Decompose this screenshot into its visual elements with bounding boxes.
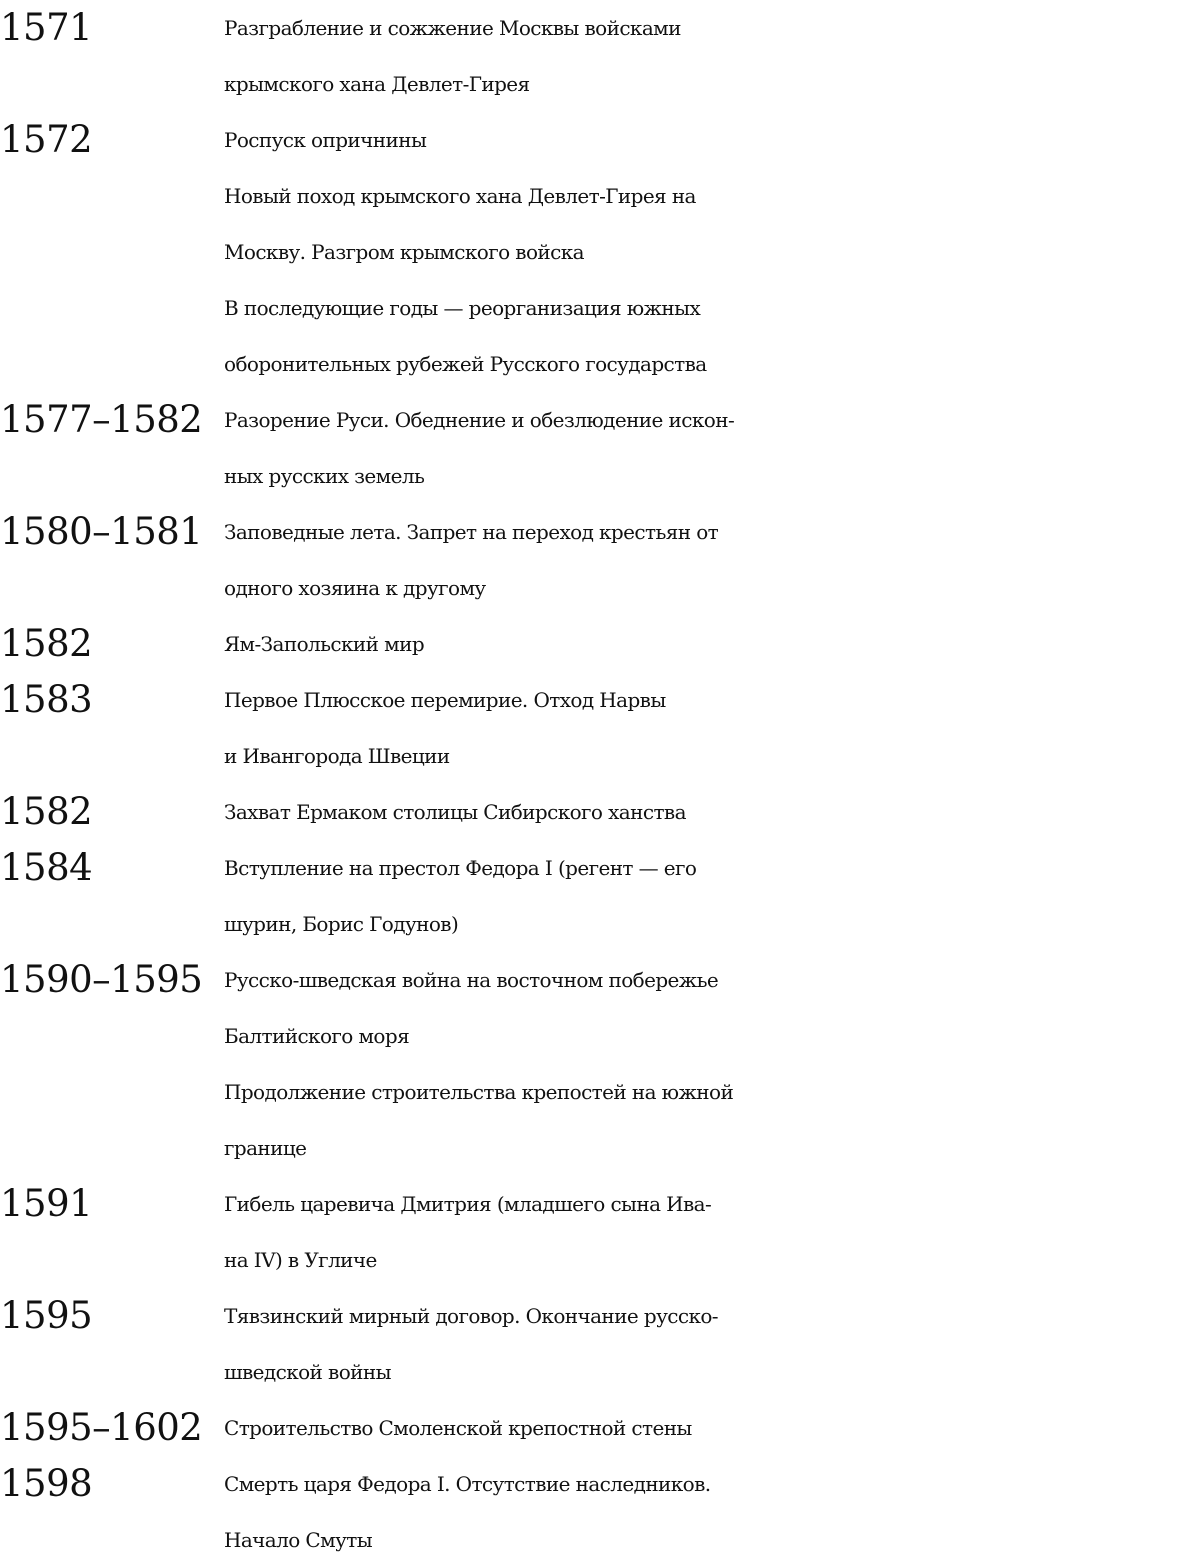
event-line: Гибель царевича Дмитрия (младшего сына Ива- — [224, 1192, 712, 1216]
entry-year: 1580–1581 — [0, 510, 203, 553]
chronology-row — [0, 1176, 1191, 1288]
event-line: одного хозяина к другому — [224, 576, 486, 600]
event-line: ных русских земель — [224, 464, 425, 488]
entry-year: 1584 — [0, 846, 93, 889]
chronology-row — [0, 112, 1191, 392]
event-line: Захват Ермаком столицы Сибирского ханства — [224, 800, 686, 824]
event-line: на IV) в Угличе — [224, 1248, 377, 1272]
event-line: Тявзинский мирный договор. Окончание русско- — [224, 1304, 718, 1328]
chronology-row — [0, 1456, 1191, 1568]
event-line: Начало Смуты — [224, 1528, 373, 1552]
chronology-row — [0, 1288, 1191, 1400]
event-line: Продолжение строительства крепостей на южной — [224, 1080, 734, 1104]
chronology-row — [0, 672, 1191, 784]
event-line: шведской войны — [224, 1360, 391, 1384]
chronology-row — [0, 1400, 1191, 1456]
chronology-row — [0, 0, 1191, 112]
entry-year: 1572 — [0, 118, 93, 161]
entry-events — [224, 504, 1191, 616]
entry-year: 1591 — [0, 1182, 93, 1225]
event-line: Роспуск опричнины — [224, 128, 427, 152]
entry-events — [224, 784, 1191, 840]
chronology-row — [0, 784, 1191, 840]
entry-events — [224, 0, 1191, 112]
event-line: Вступление на престол Федора I (регент — его — [224, 856, 697, 880]
event-line: Смерть царя Федора I. Отсутствие наследников. — [224, 1472, 711, 1496]
event-line: шурин, Борис Годунов) — [224, 912, 459, 936]
entry-events — [224, 672, 1191, 784]
event-line: Разорение Руси. Обеднение и обезлюдение искон- — [224, 408, 735, 432]
event-line: Москву. Разгром крымского войска — [224, 240, 584, 264]
event-line: и Ивангорода Швеции — [224, 744, 450, 768]
event-line: Новый поход крымского хана Девлет-Гирея на — [224, 184, 696, 208]
entry-events — [224, 112, 1191, 392]
event-line: В последующие годы — реорганизация южных — [224, 296, 701, 320]
entry-events — [224, 1400, 1191, 1456]
entry-year: 1598 — [0, 1462, 93, 1505]
event-line: Ям-Запольский мир — [224, 632, 425, 656]
entry-events — [224, 1288, 1191, 1400]
event-line: границе — [224, 1136, 307, 1160]
entry-year: 1595 — [0, 1294, 93, 1337]
event-line: Заповедные лета. Запрет на переход крестьян от — [224, 520, 719, 544]
entry-year: 1571 — [0, 6, 93, 49]
entry-year: 1583 — [0, 678, 93, 721]
event-line: оборонительных рубежей Русского государства — [224, 352, 707, 376]
entry-events — [224, 1176, 1191, 1288]
event-line: Русско-шведская война на восточном побережье — [224, 968, 719, 992]
entry-year: 1577–1582 — [0, 398, 203, 441]
entry-year: 1595–1602 — [0, 1406, 203, 1449]
entry-events — [224, 1456, 1191, 1568]
event-line: Первое Плюсское перемирие. Отход Нарвы — [224, 688, 666, 712]
chronology-row — [0, 392, 1191, 504]
entry-year: 1582 — [0, 622, 93, 665]
entry-events — [224, 840, 1191, 952]
event-line: Строительство Смоленской крепостной стены — [224, 1416, 692, 1440]
entry-events — [224, 952, 1191, 1176]
entry-year: 1582 — [0, 790, 93, 833]
event-line: крымского хана Девлет-Гирея — [224, 72, 530, 96]
chronology-row — [0, 616, 1191, 672]
chronology-row — [0, 952, 1191, 1176]
entry-year: 1590–1595 — [0, 958, 203, 1001]
entry-events — [224, 616, 1191, 672]
chronology-row — [0, 840, 1191, 952]
event-line: Разграбление и сожжение Москвы войсками — [224, 16, 681, 40]
entry-events — [224, 392, 1191, 504]
chronology-row — [0, 504, 1191, 616]
event-line: Балтийского моря — [224, 1024, 410, 1048]
